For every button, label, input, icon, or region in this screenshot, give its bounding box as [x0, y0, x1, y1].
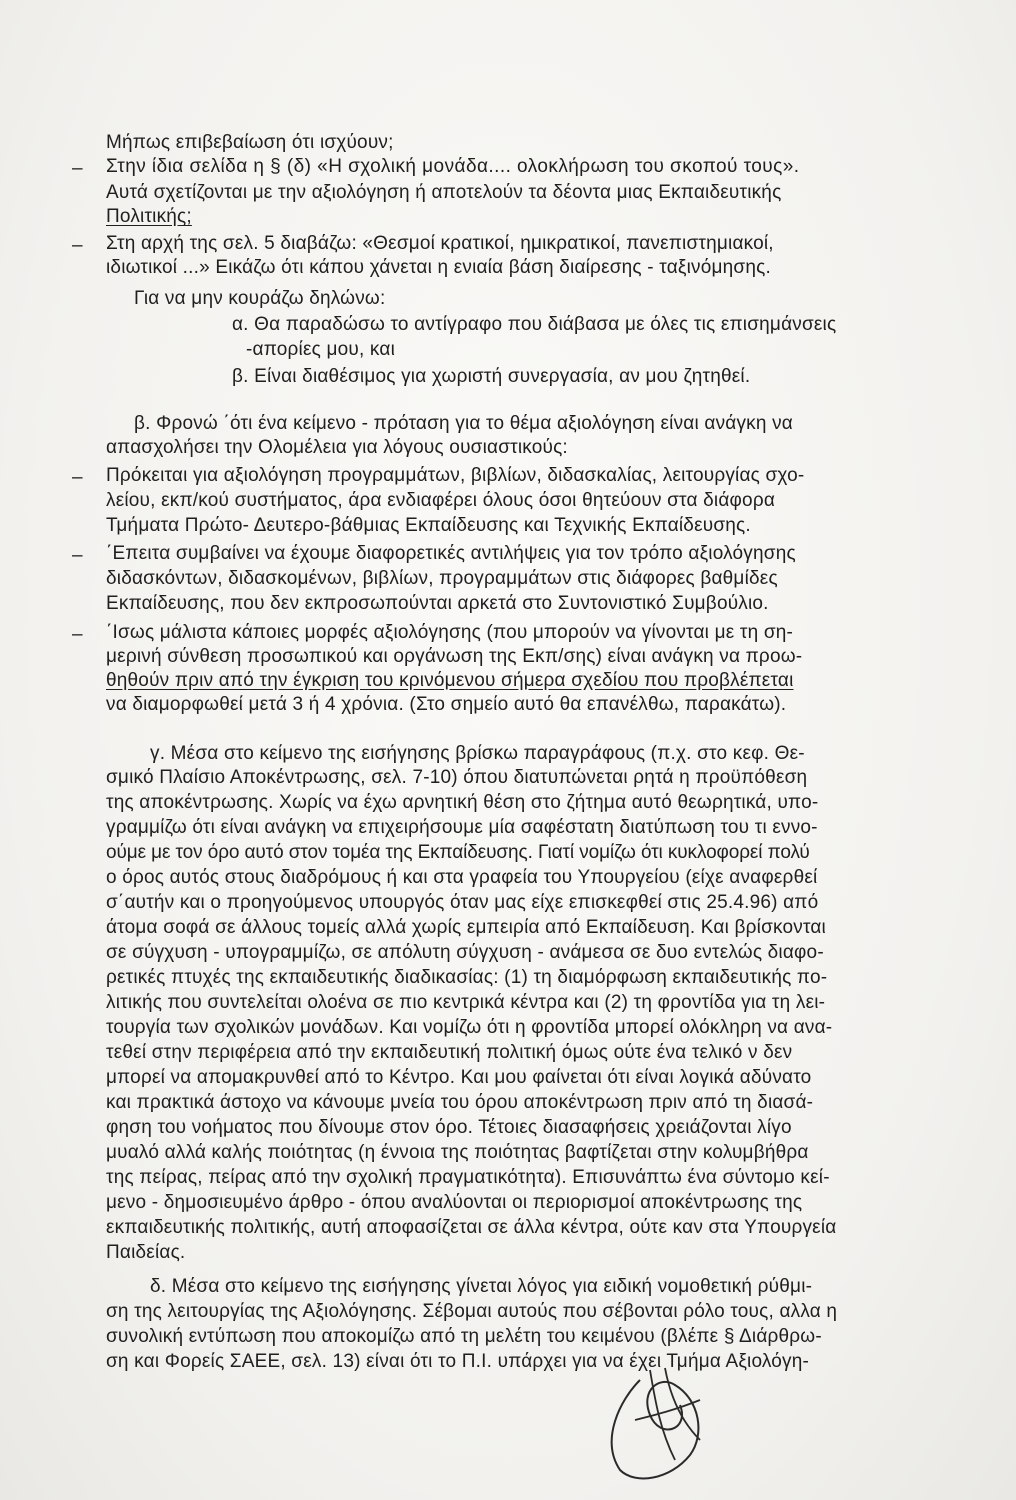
text-line: Παιδείας.: [106, 1242, 186, 1263]
text-line: μενο - δημοσιευμένο άρθρο - όπου αναλύονται οι περιορισμοί αποκέντρωσης της: [106, 1192, 803, 1213]
text-line: Μήπως επιβεβαίωση ότι ισχύουν;: [106, 132, 394, 153]
text-line: ση και Φορείς ΣΑΕΕ, σελ. 13) είναι ότι το Π.Ι. υπάρχει για να έχει Τμήμα Αξιολόγη-: [106, 1351, 810, 1372]
text-line: ο όρος αυτός στους διαδρόμους ή και στα γραφεία του Υπουργείου (είχε αναφερθεί: [106, 867, 818, 888]
bullet-dash: –: [72, 624, 83, 645]
text-line: ΄Επειτα συμβαίνει να έχουμε διαφορετικές αντιλήψεις για τον τρόπο αξιολόγησης: [106, 543, 796, 564]
text-line: ιδιωτικοί ...» Εικάζω ότι κάπου χάνεται η ενιαία βάση διαίρεσης - ταξινόμησης.: [106, 257, 771, 278]
text-line: μερινή σύνθεση προσωπικού και οργάνωση της Εκπ/σης) είναι ανάγκη να προω-: [106, 646, 803, 667]
bullet-dash: –: [72, 158, 83, 179]
text-line: της πείρας, πείρας από την σχολική πραγματικότητα). Επισυνάπτω ένα σύντομο κεί-: [106, 1167, 830, 1188]
text-line: να διαμορφωθεί μετά 3 ή 4 χρόνια. (Στο σημείο αυτό θα επανέλθω, παρακάτω).: [106, 694, 787, 715]
text-line: Αυτά σχετίζονται με την αξιολόγηση ή αποτελούν τα δέοντα μιας Εκπαιδευτικής: [106, 182, 782, 203]
text-line: άτομα σοφά σε άλλους τομείς αλλά χωρίς εμπειρία από Εκπαίδευση. Και βρίσκονται: [106, 917, 826, 938]
bullet-dash: –: [72, 545, 83, 566]
text-line: Πολιτικής;: [106, 206, 192, 227]
text-line: εκπαιδευτικής πολιτικής, αυτή αποφασίζεται σε άλλα κέντρα, ούτε καν στα Υπουργεία: [106, 1217, 837, 1238]
text-line: γραμμίζω ότι είναι ανάγκη να επιχειρήσουμε μία σαφέστατη διατύπωση του τι εννο-: [106, 817, 818, 838]
text-line: Εκπαίδευσης, που δεν εκπροσωπούνται αρκετά στο Συντονιστικό Συμβούλιο.: [106, 593, 769, 614]
text-line: Τμήματα Πρώτο- Δευτερο-βάθμιας Εκπαίδευσης και Τεχνικής Εκπαίδευσης.: [106, 515, 751, 536]
text-line: Στη αρχή της σελ. 5 διαβάζω: «Θεσμοί κρατικοί, ημικρατικοί, πανεπιστημιακοί,: [106, 233, 774, 254]
text-line: σμικό Πλαίσιο Αποκέντρωσης, σελ. 7-10) όπου διατυπώνεται ρητά η προϋπόθεση: [106, 767, 808, 788]
text-line: β. Φρονώ ΄ότι ένα κείμενο - πρόταση για το θέμα αξιολόγηση είναι ανάγκη να: [134, 413, 793, 434]
text-line: Για να μην κουράζω δηλώνω:: [134, 288, 386, 309]
bullet-dash: –: [72, 235, 83, 256]
text-line: σ΄αυτήν και ο προηγούμενος υπουργός όταν μας είχε επισκεφθεί στις 25.4.96) από: [106, 892, 819, 913]
text-line: μπορεί να απομακρυνθεί από το Κέντρο. Και μου φαίνεται ότι είναι λογικά αδύνατο: [106, 1067, 812, 1088]
text-line: ούμε με τον όρο αυτό στον τομέα της Εκπαίδευσης. Γιατί νομίζω ότι κυκλοφορεί πολύ: [106, 842, 810, 863]
text-line: Στην ίδια σελίδα η § (δ) «Η σχολική μονάδα.... ολοκλήρωση του σκοπού τους».: [106, 156, 800, 177]
signature-icon: [580, 1360, 740, 1490]
text-line: ΄Ισως μάλιστα κάποιες μορφές αξιολόγησης (που μπορούν να γίνονται με τη ση-: [106, 622, 794, 643]
text-line: διδασκόντων, διδασκομένων, βιβλίων, προγραμμάτων στις διάφορες βαθμίδες: [106, 568, 778, 589]
text-line: και πρακτικά άστοχο να κάνουμε μνεία του όρου αποκέντρωση πριν από τη διασά-: [106, 1092, 814, 1113]
text-line: φηση του νοήματος που δίνουμε στον όρο. Τέτοιες διασαφήσεις χρειάζονται λίγο: [106, 1117, 792, 1138]
text-line: λείου, εκπ/κού συστήματος, άρα ενδιαφέρει όλους όσοι θητεύουν στα διάφορα: [106, 490, 776, 511]
text-line: ση της λειτουργίας της Αξιολόγησης. Σέβομαι αυτούς που σέβονται ρόλο τους, αλλα η: [106, 1301, 838, 1322]
text-line: μυαλό αλλά καλής ποιότητας (η έννοια της ποιότητας βαφτίζεται στην κολυμβήθρα: [106, 1142, 809, 1163]
text-line: β. Είναι διαθέσιμος για χωριστή συνεργασία, αν μου ζητηθεί.: [232, 366, 751, 387]
text-line: της αποκέντρωσης. Χωρίς να έχω αρνητική θέση στο ζήτημα αυτό θεωρητικά, υπο-: [106, 792, 819, 813]
text-line: -απορίες μου, και: [246, 339, 395, 360]
text-line: α. Θα παραδώσω το αντίγραφο που διάβασα με όλες τις επισημάνσεις: [232, 314, 837, 335]
text-line: συνολική εντύπωση που αποκομίζω από τη μελέτη του κειμένου (βλέπε § Διάρθρω-: [106, 1326, 822, 1347]
text-line: ρετικές πτυχές της εκπαιδευτικής διαδικασίας: (1) τη διαμόρφωση εκπαιδευτικής πο-: [106, 967, 828, 988]
bullet-dash: –: [72, 467, 83, 488]
text-line: απασχολήσει την Ολομέλεια για λόγους ουσιαστικούς:: [106, 437, 568, 458]
text-line: θηθούν πριν από την έγκριση του κρινόμενου σήμερα σχεδίου που προβλέπεται: [106, 670, 794, 691]
text-line: τουργία των σχολικών μονάδων. Και νομίζω ότι η φροντίδα μπορεί ολόκληρη να ανα-: [106, 1017, 833, 1038]
text-line: τεθεί στην περιφέρεια από την εκπαιδευτική πολιτική όμως ούτε ένα τελικό ν δεν: [106, 1042, 793, 1063]
text-line: Πρόκειται για αξιολόγηση προγραμμάτων, βιβλίων, διδασκαλίας, λειτουργίας σχο-: [106, 465, 805, 486]
text-line: δ. Μέσα στο κείμενο της εισήγησης γίνεται λόγος για ειδική νομοθετική ρύθμι-: [150, 1276, 813, 1297]
text-line: γ. Μέσα στο κείμενο της εισήγησης βρίσκω παραγράφους (π.χ. στο κεφ. Θε-: [150, 743, 805, 764]
text-line: σε σύγχυση - υπογραμμίζω, σε απόλυτη σύγχυση - ανάμεσα σε δυο εντελώς διαφο-: [106, 942, 824, 963]
text-line: λιτικής που συντελείται ολοένα σε πιο κεντρικά κέντρα και (2) τη φροντίδα για τη λει-: [106, 992, 826, 1013]
